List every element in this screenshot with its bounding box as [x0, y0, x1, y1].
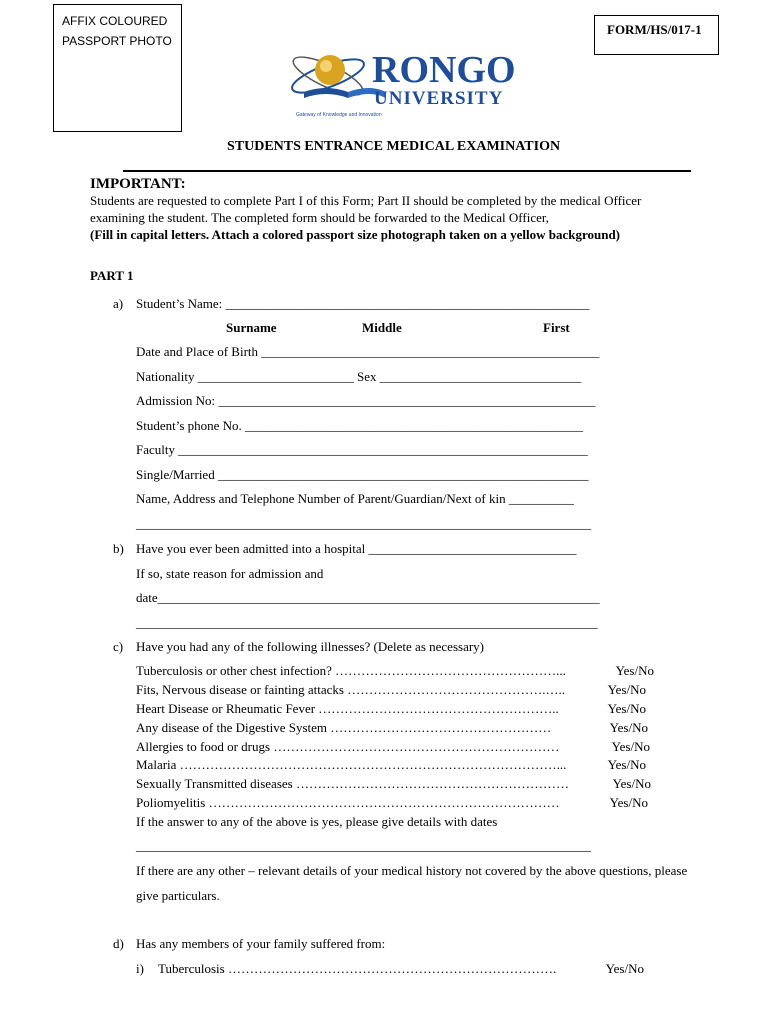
dob-field[interactable]: Date and Place of Birth ____________________________________________________	[136, 344, 600, 359]
illness-details-label: If the answer to any of the above is yes, please give details with dates	[136, 814, 498, 829]
section-a-marker: a)	[113, 296, 124, 311]
illness-row-yesno[interactable]: Yes/No	[609, 795, 648, 810]
form-code-box	[594, 15, 719, 55]
hospital-field[interactable]: Have you ever been admitted into a hospital ________________________________	[136, 541, 577, 556]
illness-row-text: Any disease of the Digestive System ……………………………………………	[136, 720, 552, 735]
illness-row-text: Fits, Nervous disease or fainting attacks ……………………………………….…..	[136, 682, 565, 697]
admission-date-field[interactable]: date____________________________________________________________________	[136, 590, 600, 605]
rongo-university-logo	[286, 44, 532, 118]
logo-word-university: UNIVERSITY	[374, 88, 504, 109]
illness-row-yesno[interactable]: Yes/No	[607, 682, 646, 697]
hospital-extra-line[interactable]: _______________________________________________________________________	[136, 615, 598, 630]
student-name-field[interactable]: Student’s Name: ________________________________________________________	[136, 296, 590, 311]
nationality-sex-field[interactable]: Nationality ________________________ Sex _______________________________	[136, 369, 582, 384]
illness-row-yesno[interactable]: Yes/No	[607, 757, 646, 772]
phone-field[interactable]: Student’s phone No. ____________________________________________________	[136, 418, 584, 433]
illness-row-text: Malaria ……………………………………………………………………………...	[136, 757, 567, 772]
photo-box-line2: PASSPORT PHOTO	[62, 34, 172, 48]
page-title: STUDENTS ENTRANCE MEDICAL EXAMINATION	[227, 139, 561, 154]
surname-label: Surname	[226, 320, 277, 335]
middle-label: Middle	[362, 320, 402, 335]
first-label: First	[543, 320, 570, 335]
other-history-line-1: If there are any other – relevant details of your medical history not covered by the above questions, please	[136, 863, 688, 878]
parent-line-field[interactable]: ______________________________________________________________________	[136, 516, 591, 531]
family-history-question: Has any members of your family suffered from:	[136, 936, 386, 951]
part-1-heading: PART 1	[90, 268, 134, 283]
intro-line-1: Students are requested to complete Part I of this Form; Part II should be completed by the medical Officer	[90, 193, 642, 208]
section-b-marker: b)	[113, 541, 124, 556]
important-heading: IMPORTANT:	[90, 176, 186, 192]
illness-row-text: Tuberculosis or other chest infection? ……………………………………………...	[136, 663, 566, 678]
illness-details-field[interactable]: ______________________________________________________________________	[136, 838, 591, 853]
passport-photo-box	[53, 4, 182, 132]
illness-row-yesno[interactable]: Yes/No	[609, 720, 648, 735]
logo-word-rongo: RONGO	[372, 49, 516, 91]
illness-question: Have you had any of the following illnesses? (Delete as necessary)	[136, 639, 484, 654]
admission-field[interactable]: Admission No: __________________________________________________________	[136, 393, 596, 408]
intro-line-3: (Fill in capital letters. Attach a colored passport size photograph taken on a yellow background)	[90, 227, 620, 242]
title-underline	[123, 170, 691, 172]
illness-row-yesno[interactable]: Yes/No	[611, 739, 650, 754]
illness-row-yesno[interactable]: Yes/No	[612, 776, 651, 791]
illness-row-text: Heart Disease or Rheumatic Fever ………………………………………………..	[136, 701, 559, 716]
illness-row-yesno[interactable]: Yes/No	[607, 701, 646, 716]
photo-box-line1: AFFIX COLOURED	[62, 14, 168, 28]
family-tb-text: Tuberculosis ………………………………………………………………….	[158, 961, 557, 976]
illness-row-text: Sexually Transmitted diseases ………………………………………………………	[136, 776, 569, 791]
illness-row-text: Poliomyelitis ………………………………………………………………………	[136, 795, 560, 810]
admission-reason-label: If so, state reason for admission and	[136, 566, 324, 581]
family-tb-yesno[interactable]: Yes/No	[605, 961, 644, 976]
form-code: FORM/HS/017-1	[607, 22, 702, 37]
faculty-field[interactable]: Faculty _______________________________________________________________	[136, 442, 588, 457]
logo-motto: Gateway of Knowledge and Innovation	[296, 112, 382, 118]
intro-line-2: examining the student. The completed form should be forwarded to the Medical Officer,	[90, 210, 549, 225]
marital-field[interactable]: Single/Married _________________________________________________________	[136, 467, 589, 482]
family-tb-marker: i)	[136, 961, 144, 976]
section-c-marker: c)	[113, 639, 124, 654]
other-history-line-2: give particulars.	[136, 888, 220, 903]
illness-row-yesno[interactable]: Yes/No	[615, 663, 654, 678]
illness-row-text: Allergies to food or drugs …………………………………………………………	[136, 739, 560, 754]
parent-field[interactable]: Name, Address and Telephone Number of Parent/Guardian/Next of kin __________	[136, 491, 574, 506]
section-d-marker: d)	[113, 936, 124, 951]
